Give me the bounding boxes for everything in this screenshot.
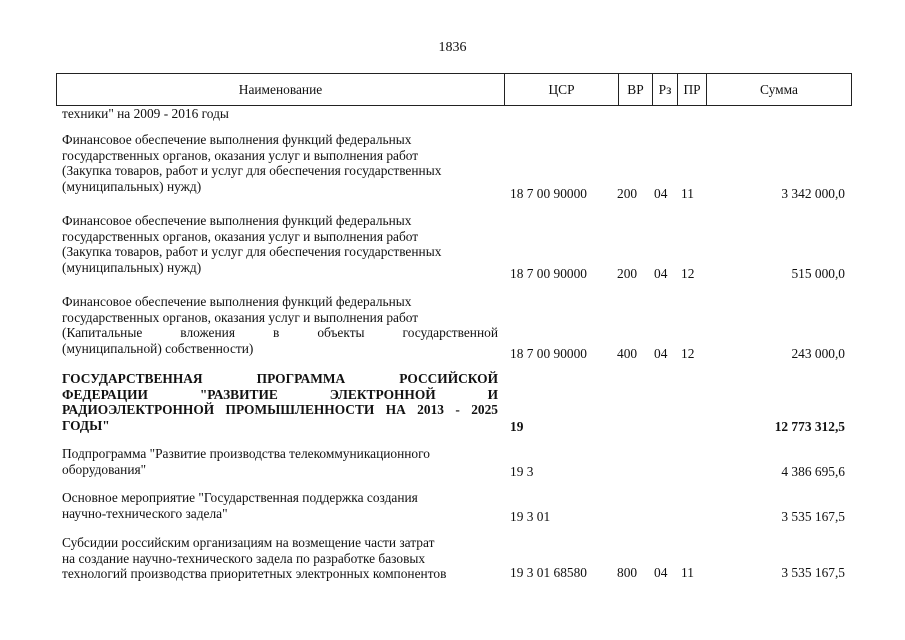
row-rz: 04 — [654, 266, 668, 281]
page-number: 1836 — [438, 40, 467, 55]
row-vr: 400 — [617, 346, 638, 361]
row-sum: 3 535 167,5 — [781, 565, 845, 580]
name-line: технологий производства приоритетных электронных компонентов — [62, 566, 447, 582]
row-sum: 3 342 000,0 — [781, 186, 845, 201]
row-name — [62, 490, 498, 521]
row-name — [62, 106, 498, 122]
header-rz: Рз — [652, 74, 677, 105]
header-pr: ПР — [677, 74, 706, 105]
row-vr: 800 — [617, 565, 638, 580]
name-line: государственных органов, оказания услуг и выполнения работ — [62, 309, 419, 325]
row-pr: 12 — [681, 266, 695, 281]
name-line: (Закупка товаров, работ и услуг для обеспечения государственных — [62, 163, 442, 179]
row-pr: 11 — [681, 565, 694, 580]
row-rz: 04 — [654, 346, 668, 361]
row-csr: 18 7 00 90000 — [510, 186, 587, 201]
row-csr: 18 7 00 90000 — [510, 266, 587, 281]
table-header — [56, 73, 852, 106]
name-line: (муниципальных) нужд) — [62, 178, 202, 194]
name-line: государственных органов, оказания услуг и выполнения работ — [62, 228, 419, 244]
name-line: (Капитальные вложения в объекты государственной — [62, 325, 498, 341]
row-pr: 12 — [681, 346, 695, 361]
name-line: на создание научно-технического задела по разработке базовых — [62, 550, 426, 566]
row-sum: 4 386 695,6 — [781, 464, 845, 479]
name-line: Субсидии российским организациям на возмещение части затрат — [62, 535, 435, 550]
row-name — [62, 294, 498, 356]
name-line: ФЕДЕРАЦИИ "РАЗВИТИЕ ЭЛЕКТРОННОЙ И — [62, 386, 498, 402]
name-line: научно-технического задела" — [62, 505, 228, 521]
name-line: государственных органов, оказания услуг и выполнения работ — [62, 147, 419, 163]
row-vr: 200 — [617, 186, 638, 201]
row-name — [62, 132, 498, 194]
row-name — [62, 371, 498, 433]
row-sum: 12 773 312,5 — [774, 419, 845, 434]
row-csr: 19 3 01 68580 — [510, 565, 587, 580]
name-line: РАДИОЭЛЕКТРОННОЙ ПРОМЫШЛЕННОСТИ НА 2013 - 2025 — [62, 402, 498, 418]
row-sum: 515 000,0 — [791, 266, 845, 281]
row-sum: 3 535 167,5 — [781, 509, 845, 524]
name-line: (Закупка товаров, работ и услуг для обеспечения государственных — [62, 244, 442, 260]
name-line: Финансовое обеспечение выполнения функций федеральных — [62, 132, 412, 147]
row-csr: 18 7 00 90000 — [510, 346, 587, 361]
name-line: Основное мероприятие "Государственная поддержка создания — [62, 490, 418, 505]
row-csr: 19 3 — [510, 464, 534, 479]
header-sum: Сумма — [706, 74, 851, 105]
row-rz: 04 — [654, 565, 668, 580]
row-pr: 11 — [681, 186, 694, 201]
name-line: ГОДЫ" — [62, 417, 110, 433]
name-line: Финансовое обеспечение выполнения функций федеральных — [62, 213, 412, 228]
row-csr: 19 3 01 — [510, 509, 551, 524]
name-line: техники" на 2009 - 2016 годы — [62, 106, 229, 121]
header-csr: ЦСР — [504, 74, 618, 105]
name-line: ГОСУДАРСТВЕННАЯ ПРОГРАММА РОССИЙСКОЙ — [62, 371, 498, 386]
row-name — [62, 446, 498, 477]
row-sum: 243 000,0 — [791, 346, 845, 361]
row-csr: 19 — [510, 419, 524, 434]
header-name: Наименование — [238, 82, 323, 97]
row-vr: 200 — [617, 266, 638, 281]
row-name — [62, 535, 498, 582]
name-line: (муниципальной) собственности) — [62, 340, 254, 356]
header-vr: ВР — [618, 74, 652, 105]
name-line: (муниципальных) нужд) — [62, 259, 202, 275]
row-name — [62, 213, 498, 275]
row-rz: 04 — [654, 186, 668, 201]
name-line: оборудования" — [62, 461, 147, 477]
name-line: Подпрограмма "Развитие производства телекоммуникационного — [62, 446, 430, 461]
name-line: Финансовое обеспечение выполнения функций федеральных — [62, 294, 412, 309]
